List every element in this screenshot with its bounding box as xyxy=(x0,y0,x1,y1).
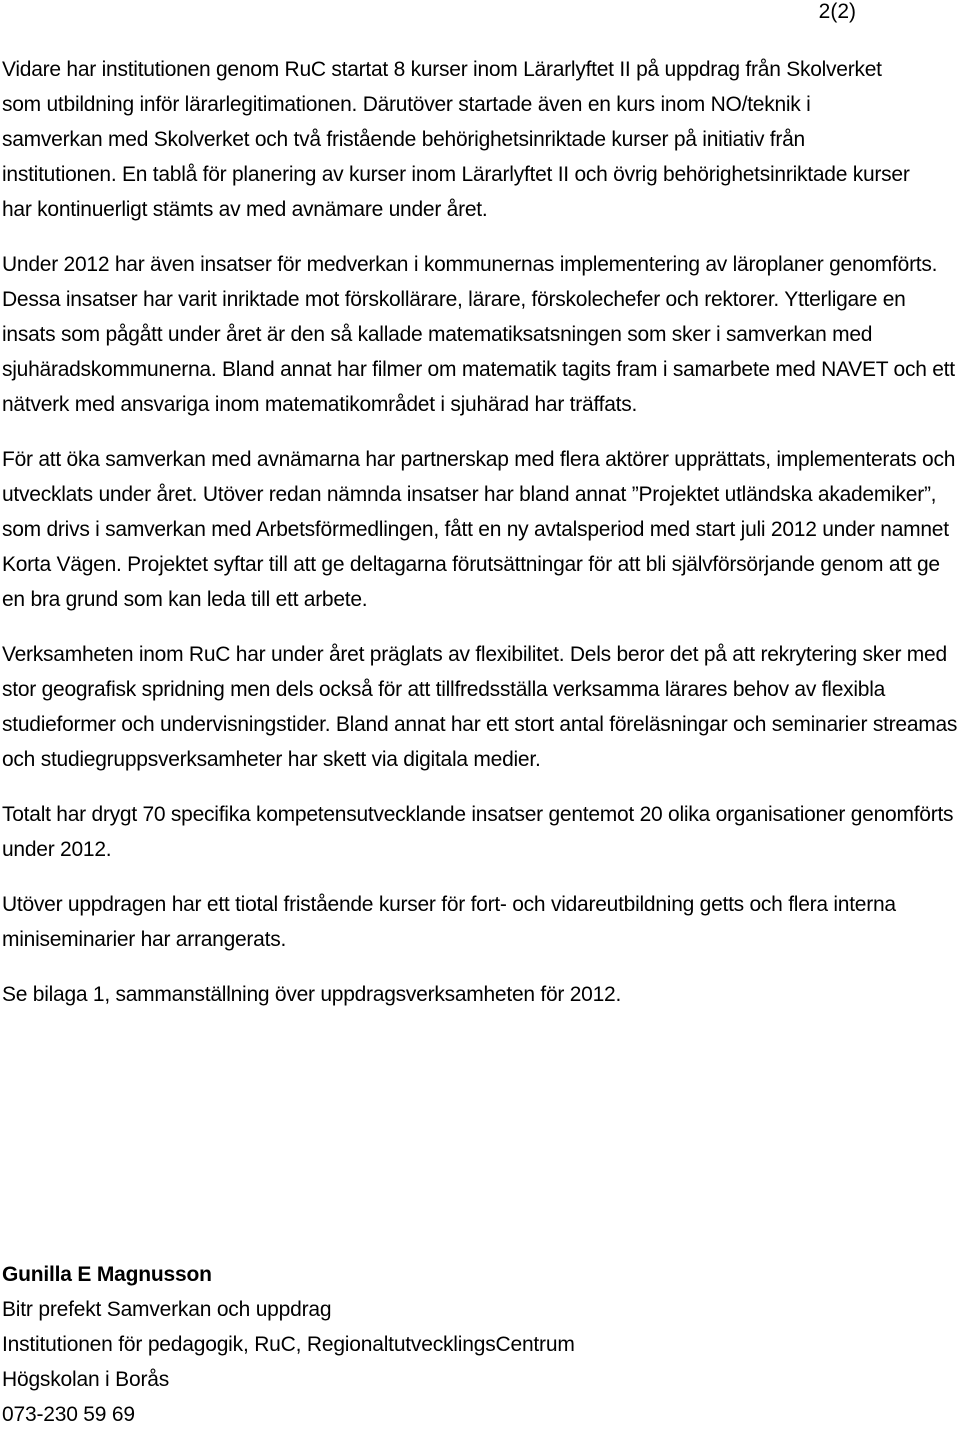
page-number: 2(2) xyxy=(818,0,856,23)
signature-phone: 073-230 59 69 xyxy=(2,1403,135,1426)
signature-block xyxy=(2,1257,575,1432)
paragraph-appendix-reference: Se bilaga 1, sammanställning över uppdragsverksamheten för 2012. xyxy=(2,983,622,1006)
paragraph-extra-courses: Utöver uppdragen har ett tiotal fristående kurser för fort- och vidareutbildning getts och flera interna miniseminarier har arrangerats. xyxy=(2,893,896,951)
signature-department: Institutionen för pedagogik, RuC, RegionaltutvecklingsCentrum xyxy=(2,1333,575,1356)
paragraph-flexibility: Verksamheten inom RuC har under året präglats av flexibilitet. Dels beror det på att rekrytering sker med stor geografisk spridning men dels också för att tillfredsställa verksamma lärares behov av flexibla studieformer och undervisningstider. Bland annat har ett stort antal föreläsningar och seminarier streamas och studiegruppsverksamheter har skett via digitala medier. xyxy=(2,643,958,771)
signature-title: Bitr prefekt Samverkan och uppdrag xyxy=(2,1298,332,1321)
document-body xyxy=(2,52,957,1012)
paragraph-courses: Vidare har institutionen genom RuC startat 8 kurser inom Lärarlyftet II på uppdrag från Skolverket som utbildning inför lärarlegitimationen. Därutöver startade även en kurs inom NO/teknik i samverkan med Skolverket och två fristående behörighetsinriktade kurser på initiativ från institutionen. En tablå för planering av kurser inom Lärarlyftet II och övrig behörighetsinriktade kurser har kontinuerligt stämts av med avnämare under året. xyxy=(2,58,910,221)
signature-name: Gunilla E Magnusson xyxy=(2,1263,212,1286)
paragraph-curriculum: Under 2012 har även insatser för medverkan i kommunernas implementering av läroplaner genomförts. Dessa insatser har varit inriktade mot förskollärare, lärare, förskolechefer och rektorer. Ytterligare en insats som pågått under året är den så kallade matematiksatsningen som sker i samverkan med sjuhäradskommunerna. Bland annat har filmer om matematik tagits fram i samarbete med NAVET och ett nätverk med ansvariga inom matematikområdet i sjuhärad har träffats. xyxy=(2,253,955,416)
paragraph-total: Totalt har drygt 70 specifika kompetensutvecklande insatser gentemot 20 olika organisationer genomförts under 2012. xyxy=(2,803,954,861)
signature-organization: Högskolan i Borås xyxy=(2,1368,170,1391)
paragraph-partnerships: För att öka samverkan med avnämarna har partnerskap med flera aktörer upprättats, implementerats och utvecklats under året. Utöver redan nämnda insatser har bland annat ”Projektet utländska akademiker”, som drivs i samverkan med Arbetsförmedlingen, fått en ny avtalsperiod med start juli 2012 under namnet Korta Vägen. Projektet syftar till att ge deltagarna förutsättningar för att bli självförsörjande genom att ge en bra grund som kan leda till ett arbete. xyxy=(2,448,956,611)
